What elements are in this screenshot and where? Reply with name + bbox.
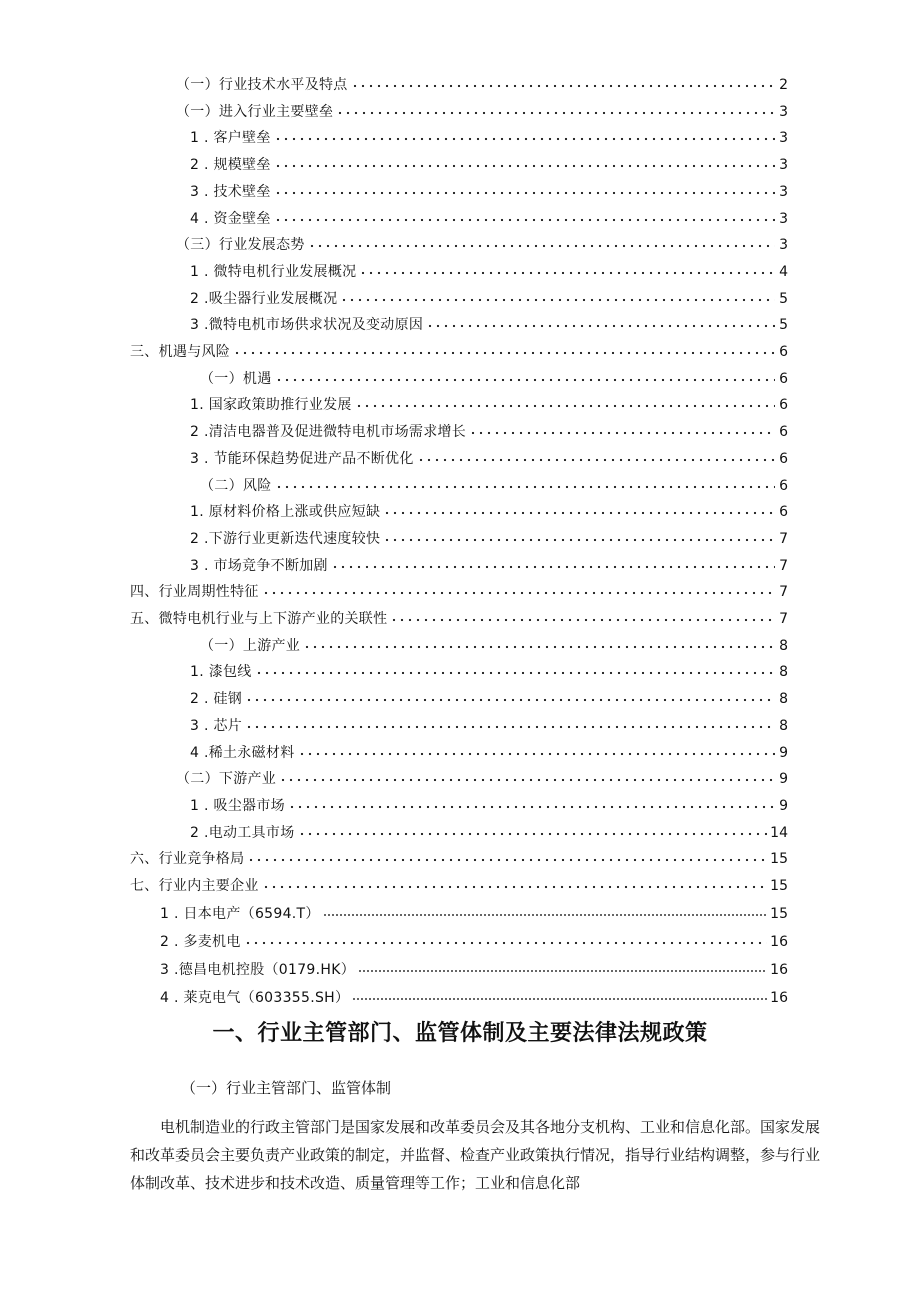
toc-entry-label: 3 . 技术壁垒: [190, 184, 271, 200]
toc-entry-label: 3 . 市场竞争不断加剧: [190, 558, 328, 574]
toc-entry[interactable]: [190, 444, 788, 468]
toc-entry-label: 4 . 莱克电气（603355.SH）: [160, 990, 350, 1006]
toc-entry-page-number: 8: [779, 638, 788, 654]
toc-entry-page-number: 3: [779, 130, 788, 146]
toc-entry-page-number: 9: [779, 771, 788, 787]
toc-entry-page-number: 15: [770, 906, 788, 922]
toc-entry-page-number: 16: [770, 934, 788, 950]
toc-entry-page-number: 8: [779, 718, 788, 734]
toc-entry-label: （一）上游产业: [200, 638, 301, 654]
toc-dot-leader: [274, 134, 775, 144]
toc-entry-label: 2 .下游行业更新迭代速度较快: [190, 531, 381, 547]
toc-dot-leader: [303, 642, 775, 652]
toc-entry-page-number: 6: [779, 504, 788, 520]
toc-entry[interactable]: [176, 764, 788, 788]
toc-dot-leader: [247, 855, 767, 865]
toc-dot-leader: [323, 910, 767, 920]
toc-entry[interactable]: [200, 631, 788, 655]
toc-dot-leader: [358, 966, 767, 976]
toc-entry-label: 1. 原材料价格上涨或供应短缺: [190, 504, 381, 520]
toc-dot-leader: [469, 428, 775, 438]
toc-dot-leader: [244, 938, 768, 948]
toc-dot-leader: [245, 695, 775, 705]
toc-dot-leader: [359, 268, 775, 278]
toc-dot-leader: [426, 321, 775, 331]
toc-entry-page-number: 14: [770, 825, 788, 841]
toc-dot-leader: [275, 482, 776, 492]
toc-entry-label: 七、行业内主要企业: [130, 878, 259, 894]
toc-entry-label: 4 .稀土永磁材料: [190, 745, 295, 761]
toc-entry[interactable]: [190, 177, 788, 201]
toc-entry-page-number: 6: [779, 424, 788, 440]
subsection-heading: （一）行业主管部门、监管体制: [181, 1079, 392, 1097]
toc-entry-label: 三、机遇与风险: [130, 344, 231, 360]
toc-dot-leader: [262, 882, 767, 892]
toc-entry[interactable]: [160, 983, 788, 1007]
toc-entry-label: （二）下游产业: [176, 771, 277, 787]
toc-entry-label: 1 . 客户壁垒: [190, 130, 271, 146]
toc-entry-page-number: 6: [779, 451, 788, 467]
toc-entry-page-number: 7: [779, 584, 788, 600]
toc-entry-label: （一）行业技术水平及特点: [176, 77, 348, 93]
toc-entry-page-number: 8: [779, 691, 788, 707]
toc-dot-leader: [298, 829, 768, 839]
toc-dot-leader: [262, 588, 775, 598]
toc-entry[interactable]: [200, 471, 788, 495]
toc-dot-leader: [390, 615, 775, 625]
toc-entry-page-number: 6: [779, 371, 788, 387]
toc-entry[interactable]: [130, 337, 788, 361]
toc-entry-page-number: 3: [779, 184, 788, 200]
toc-entry[interactable]: [190, 310, 788, 334]
toc-entry-label: 六、行业竞争格局: [130, 851, 245, 867]
section-heading: 一、行业主管部门、监管体制及主要法律法规政策: [212, 1021, 708, 1046]
toc-entry[interactable]: [190, 123, 788, 147]
toc-entry-label: 2 .吸尘器行业发展概况: [190, 291, 338, 307]
toc-dot-leader: [336, 108, 775, 118]
toc-entry-page-number: 3: [779, 157, 788, 173]
toc-entry-page-number: 7: [779, 531, 788, 547]
toc-entry[interactable]: [160, 955, 788, 979]
toc-dot-leader: [331, 562, 775, 572]
toc-entry[interactable]: [160, 899, 788, 923]
toc-entry[interactable]: [190, 417, 788, 441]
toc-dot-leader: [255, 668, 775, 678]
toc-dot-leader: [417, 455, 775, 465]
toc-dot-leader: [352, 994, 767, 1004]
toc-entry-page-number: 6: [779, 344, 788, 360]
toc-entry-page-number: 7: [779, 558, 788, 574]
toc-entry-page-number: 5: [779, 317, 788, 333]
toc-entry-label: 2 .电动工具市场: [190, 825, 295, 841]
toc-entry[interactable]: [190, 551, 788, 575]
toc-entry-page-number: 9: [779, 745, 788, 761]
toc-dot-leader: [340, 295, 775, 305]
toc-dot-leader: [245, 722, 775, 732]
toc-entry[interactable]: [130, 577, 788, 601]
toc-entry-label: 2 . 硅钢: [190, 691, 243, 707]
toc-entry-page-number: 5: [779, 291, 788, 307]
toc-entry[interactable]: [190, 150, 788, 174]
toc-entry-page-number: 3: [779, 211, 788, 227]
toc-entry[interactable]: [190, 738, 788, 762]
toc-entry-page-number: 6: [779, 397, 788, 413]
toc-entry-label: 1 . 吸尘器市场: [190, 798, 285, 814]
toc-dot-leader: [233, 348, 775, 358]
toc-dot-leader: [275, 375, 776, 385]
toc-entry-label: （三）行业发展态势: [176, 237, 305, 253]
toc-dot-leader: [351, 81, 775, 91]
toc-entry[interactable]: [190, 204, 788, 228]
toc-dot-leader: [308, 241, 775, 251]
toc-entry-label: 3 . 节能环保趋势促进产品不断优化: [190, 451, 414, 467]
toc-entry-page-number: 7: [779, 611, 788, 627]
toc-dot-leader: [274, 161, 775, 171]
toc-entry-page-number: 2: [779, 77, 788, 93]
toc-entry[interactable]: [176, 70, 788, 94]
toc-entry-page-number: 3: [779, 104, 788, 120]
toc-entry[interactable]: [200, 364, 788, 388]
toc-entry[interactable]: [190, 524, 788, 548]
toc-entry[interactable]: [130, 844, 788, 868]
toc-entry-label: 四、行业周期性特征: [130, 584, 259, 600]
toc-entry-page-number: 16: [770, 962, 788, 978]
toc-entry[interactable]: [190, 684, 788, 708]
toc-entry-label: 1. 国家政策助推行业发展: [190, 397, 352, 413]
toc-entry[interactable]: [190, 284, 788, 308]
toc-dot-leader: [298, 749, 775, 759]
toc-entry[interactable]: [160, 927, 788, 951]
toc-entry-page-number: 15: [770, 878, 788, 894]
toc-entry-label: 1. 漆包线: [190, 664, 252, 680]
toc-entry-label: 3 .德昌电机控股（0179.HK）: [160, 962, 355, 978]
toc-entry[interactable]: [176, 230, 788, 254]
toc-entry[interactable]: [190, 791, 788, 815]
toc-entry-label: 3 . 芯片: [190, 718, 243, 734]
toc-entry-label: 五、微特电机行业与上下游产业的关联性: [130, 611, 388, 627]
toc-entry[interactable]: [190, 497, 788, 521]
body-paragraph: 电机制造业的行政主管部门是国家发展和改革委员会及其各地分支机构、工业和信息化部。国家发展和改革委员会主要负责产业政策的制定，并监督、检查产业政策执行情况，指导行业结构调整，参与行业体制改革、技术进步和技术改造、质量管理等工作；工业和信息化部: [130, 1118, 821, 1192]
toc-dot-leader: [383, 508, 775, 518]
toc-dot-leader: [279, 775, 775, 785]
toc-entry-page-number: 4: [779, 264, 788, 280]
toc-entry-label: 2 . 规模壁垒: [190, 157, 271, 173]
toc-entry[interactable]: [190, 657, 788, 681]
toc-entry[interactable]: [190, 390, 788, 414]
toc-entry-page-number: 3: [779, 237, 788, 253]
toc-dot-leader: [274, 215, 775, 225]
toc-dot-leader: [355, 401, 775, 411]
toc-entry-label: 2 .清洁电器普及促进微特电机市场需求增长: [190, 424, 467, 440]
toc-entry-page-number: 16: [770, 990, 788, 1006]
toc-dot-leader: [288, 802, 775, 812]
toc-entry[interactable]: [130, 871, 788, 895]
toc-entry[interactable]: [130, 604, 788, 628]
toc-entry-label: 1 . 微特电机行业发展概况: [190, 264, 357, 280]
toc-entry-page-number: 8: [779, 664, 788, 680]
toc-entry-label: （二）风险: [200, 478, 272, 494]
toc-entry-label: （一）进入行业主要壁垒: [176, 104, 334, 120]
toc-entry-label: 4 . 资金壁垒: [190, 211, 271, 227]
toc-entry[interactable]: [190, 711, 788, 735]
toc-entry-page-number: 9: [779, 798, 788, 814]
toc-entry-label: 3 .微特电机市场供求状况及变动原因: [190, 317, 424, 333]
toc-dot-leader: [274, 188, 775, 198]
toc-entry-label: 1 . 日本电产（6594.T）: [160, 906, 320, 922]
toc-entry[interactable]: [176, 97, 788, 121]
toc-entry[interactable]: [190, 818, 788, 842]
toc-entry[interactable]: [190, 257, 788, 281]
toc-dot-leader: [383, 535, 775, 545]
toc-entry-page-number: 6: [779, 478, 788, 494]
toc-entry-label: （一）机遇: [200, 371, 272, 387]
toc-entry-label: 2 . 多麦机电: [160, 934, 241, 950]
toc-entry-page-number: 15: [770, 851, 788, 867]
